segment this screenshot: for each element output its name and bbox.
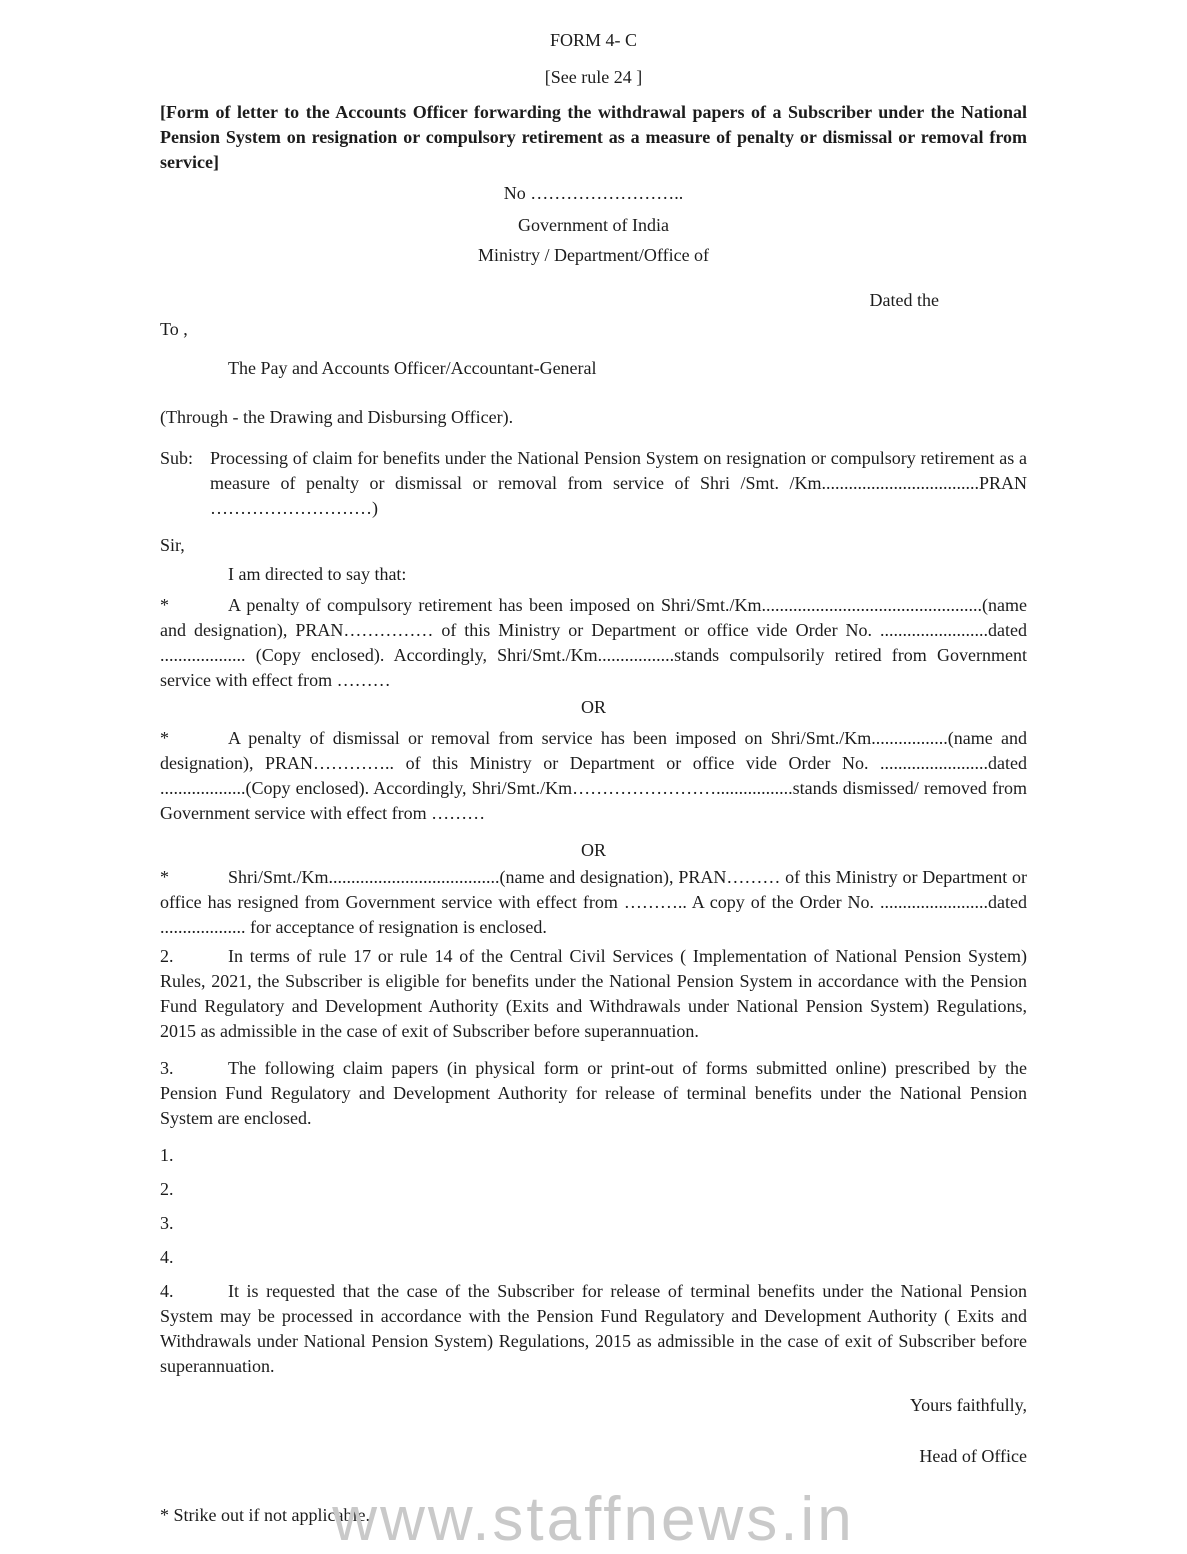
site-watermark: www.staffnews.in	[332, 1485, 855, 1554]
strike-marker: *	[160, 867, 169, 887]
signatory-designation: Head of Office	[919, 1446, 1027, 1466]
enclosure-item: 3.	[160, 1213, 174, 1233]
paragraph-number: 3.	[160, 1058, 174, 1078]
paragraph-text: In terms of rule 17 or rule 14 of the Central Civil Services ( Implementation of National Pension System) Rules, 2021, the Subscriber is eligible for benefits under the National Pension System in accordance with the Pension Fund Regulatory and Development Authority (Exits and Withdrawals under National Pension System) Regulations, 2015 as admissible in the case of exit of Subscriber before superannuation.	[160, 946, 1027, 1041]
subject-label: Sub:	[160, 448, 194, 468]
or-separator: OR	[580, 697, 606, 717]
or-separator: OR	[580, 840, 606, 860]
to-line: To ,	[160, 319, 188, 339]
paragraph-4	[160, 1279, 1027, 1379]
paragraph-number: 4.	[160, 1281, 174, 1301]
enclosure-item: 4.	[160, 1247, 174, 1267]
clause-resignation	[160, 865, 1027, 940]
through-line: (Through - the Drawing and Disbursing Officer).	[160, 407, 514, 427]
clause-dismissal-removal	[160, 726, 1027, 826]
clause-compulsory-retirement	[160, 593, 1027, 693]
ministry-line: Ministry / Department/Office of	[477, 245, 710, 265]
clause-text: A penalty of dismissal or removal from service has been imposed on Shri/Smt./Km.................(name and designation), PRAN………….. of this Ministry or Department or office vide Order No. ........................dated ...................(Copy enclosed). Accordingly, Shri/Smt./Km…………………….................stands dismissed/ removed from Government service with effect from ………	[160, 728, 1027, 823]
paragraph-number: 2.	[160, 946, 174, 966]
dated-line: Dated the	[869, 290, 939, 310]
form-description: [Form of letter to the Accounts Officer forwarding the withdrawal papers of a Subscriber under the National Pension System on resignation or compulsory retirement as a measure of penalty or dismissal or removal from service]	[160, 102, 1027, 172]
subject-text: Processing of claim for benefits under the National Pension System on resignation or compulsory retirement as a measure of penalty or dismissal or removal from service of Shri /Smt. /Km...................................PRAN ………………………)	[210, 448, 1027, 518]
strike-marker: *	[160, 728, 169, 748]
intro-line: I am directed to say that:	[228, 564, 407, 584]
addressee-line: The Pay and Accounts Officer/Accountant-General	[228, 358, 597, 378]
clause-text: A penalty of compulsory retirement has been imposed on Shri/Smt./Km.................................................(name and designation), PRAN…………… of this Ministry or Department or office vide Order No. ........................dated ................... (Copy enclosed). Accordingly, Shri/Smt./Km.................stands compulsorily retired from Government service with effect from ………	[160, 595, 1027, 690]
paragraph-3	[160, 1056, 1027, 1131]
footnote: * Strike out if not applicable.	[160, 1505, 370, 1525]
form-title: FORM 4- C	[549, 30, 638, 50]
strike-marker: *	[160, 595, 169, 615]
paragraph-2	[160, 944, 1027, 1044]
subject-block	[160, 446, 1027, 521]
enclosure-item: 2.	[160, 1179, 174, 1199]
letter-number-line: No ……………………..	[503, 183, 684, 203]
closing-line: Yours faithfully,	[909, 1395, 1027, 1415]
rule-reference: [See rule 24 ]	[544, 67, 643, 87]
clause-text: Shri/Smt./Km......................................(name and designation), PRAN……… of this Ministry or Department or office has resigned from Government service with effect from ……….. A copy of the Order No. ........................dated ................... for acceptance of resignation is enclosed.	[160, 867, 1027, 937]
paragraph-text: The following claim papers (in physical form or print-out of forms submitted online) prescribed by the Pension Fund Regulatory and Development Authority for release of terminal benefits under the National Pension System are enclosed.	[160, 1058, 1027, 1128]
salutation: Sir,	[160, 535, 185, 555]
enclosure-item: 1.	[160, 1145, 174, 1165]
government-line: Government of India	[518, 215, 669, 235]
paragraph-text: It is requested that the case of the Subscriber for release of terminal benefits under the National Pension System may be processed in accordance with the Pension Fund Regulatory and Development Authority ( Exits and Withdrawals under National Pension System) Regulations, 2015 as admissible in the case of exit of Subscriber before superannuation.	[160, 1281, 1027, 1376]
